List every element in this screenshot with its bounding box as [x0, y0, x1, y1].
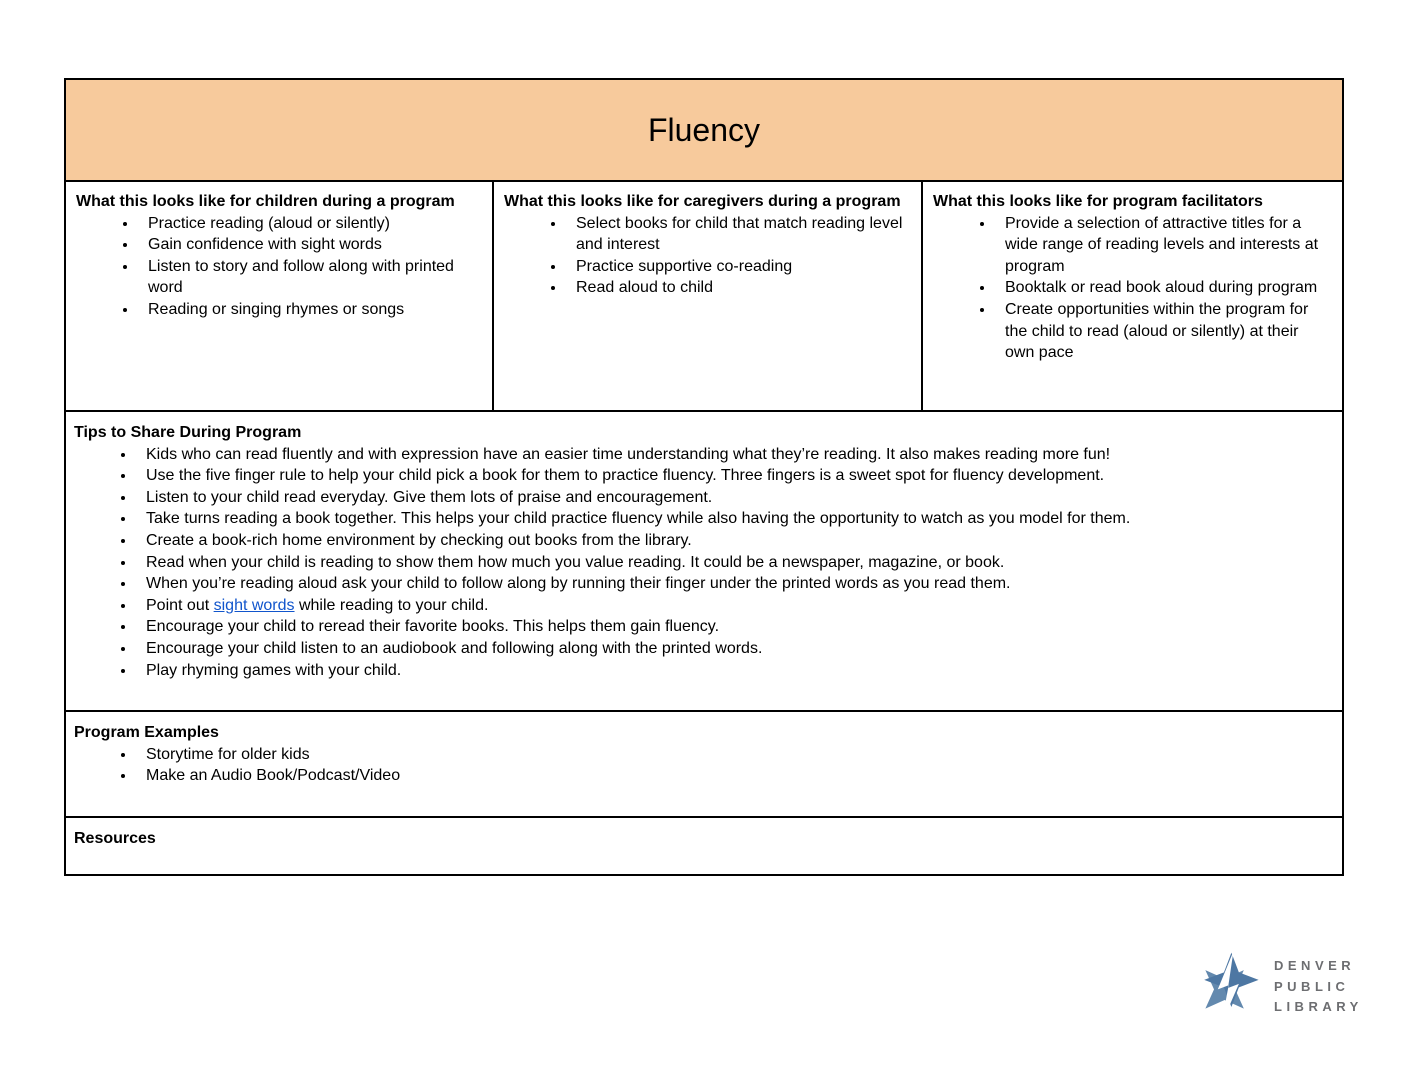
- program-examples-bullet-list: [74, 744, 1332, 787]
- bullet-item: • Select books for child that match reading level and interest: [566, 213, 911, 256]
- dpl-logo-line2: PUBLIC: [1274, 978, 1350, 994]
- bullet-item: • Create a book-rich home environment by checking out books from the library.: [136, 530, 1332, 552]
- bullet-item: • Kids who can read fluently and with expression have an easier time understanding what they’re reading. It also makes reading more fun!: [136, 444, 1332, 466]
- bullet-item: • Listen to your child read everyday. Give them lots of praise and encouragement.: [136, 487, 1332, 509]
- bullet-item: • Provide a selection of attractive titles for a wide range of reading levels and interests at program: [995, 213, 1332, 278]
- header-row: [66, 80, 1342, 180]
- children-column-heading: What this looks like for children during a program: [76, 193, 455, 210]
- bullet-item: • When you’re reading aloud ask your child to follow along by running their finger under the printed words as you read them.: [136, 573, 1332, 595]
- bullet-item: • Encourage your child listen to an audiobook and following along with the printed words.: [136, 638, 1332, 660]
- bullet-item: • Create opportunities within the program for the child to read (aloud or silently) at their own pace: [995, 299, 1332, 364]
- bullet-item: • Listen to story and follow along with printed word: [138, 256, 482, 299]
- fluency-table: [64, 78, 1344, 876]
- bullet-item: • Encourage your child to reread their favorite books. This helps them gain fluency.: [136, 616, 1332, 638]
- resources-section: [66, 816, 1342, 874]
- facilitators-column: [921, 182, 1342, 410]
- tips-section: [66, 410, 1342, 710]
- tips-heading: Tips to Share During Program: [74, 424, 302, 441]
- dpl-logo-line3: LIBRARY: [1274, 999, 1363, 1014]
- caregivers-bullet-list: [504, 213, 911, 299]
- bullet-item: • Practice supportive co-reading: [566, 256, 911, 278]
- program-examples-section: [66, 710, 1342, 816]
- bullet-item: • Read aloud to child: [566, 277, 911, 299]
- page-title: Fluency: [647, 111, 761, 148]
- bullet-item: • Practice reading (aloud or silently): [138, 213, 482, 235]
- bullet-item: • Reading or singing rhymes or songs: [138, 299, 482, 321]
- bullet-item: • Play rhyming games with your child.: [136, 660, 1332, 682]
- dpl-logo-text: [1274, 956, 1363, 1018]
- bullet-item: • Point out sight words while reading to your child.: [136, 595, 1332, 617]
- resources-heading: Resources: [74, 830, 156, 847]
- children-bullet-list: [76, 213, 482, 321]
- facilitators-bullet-list: [933, 213, 1332, 364]
- bullet-item: • Make an Audio Book/Podcast/Video: [136, 765, 1332, 787]
- dpl-logo: [1194, 948, 1363, 1028]
- children-column: [66, 182, 492, 410]
- bullet-item: • Read when your child is reading to show them how much you value reading. It could be a newspaper, magazine, or book.: [136, 552, 1332, 574]
- dpl-star-icon: [1194, 948, 1262, 1028]
- caregivers-column-heading: What this looks like for caregivers during a program: [504, 193, 901, 210]
- bullet-item: • Storytime for older kids: [136, 744, 1332, 766]
- bullet-item: • Booktalk or read book aloud during program: [995, 277, 1332, 299]
- bullet-item: • Take turns reading a book together. This helps your child practice fluency while also having the opportunity to watch as you model for them.: [136, 508, 1332, 530]
- bullet-item: • Gain confidence with sight words: [138, 234, 482, 256]
- program-examples-heading: Program Examples: [74, 724, 219, 741]
- sight-words-link[interactable]: sight words: [213, 596, 295, 614]
- dpl-logo-line1: DENVER: [1274, 958, 1356, 973]
- bullet-item: • Use the five finger rule to help your child pick a book for them to practice fluency. Three fingers is a sweet spot for fluency development.: [136, 465, 1332, 487]
- caregivers-column: [492, 182, 921, 410]
- tips-bullet-list: [74, 444, 1332, 682]
- columns-row: [66, 180, 1342, 410]
- facilitators-column-heading: What this looks like for program facilitators: [933, 193, 1263, 210]
